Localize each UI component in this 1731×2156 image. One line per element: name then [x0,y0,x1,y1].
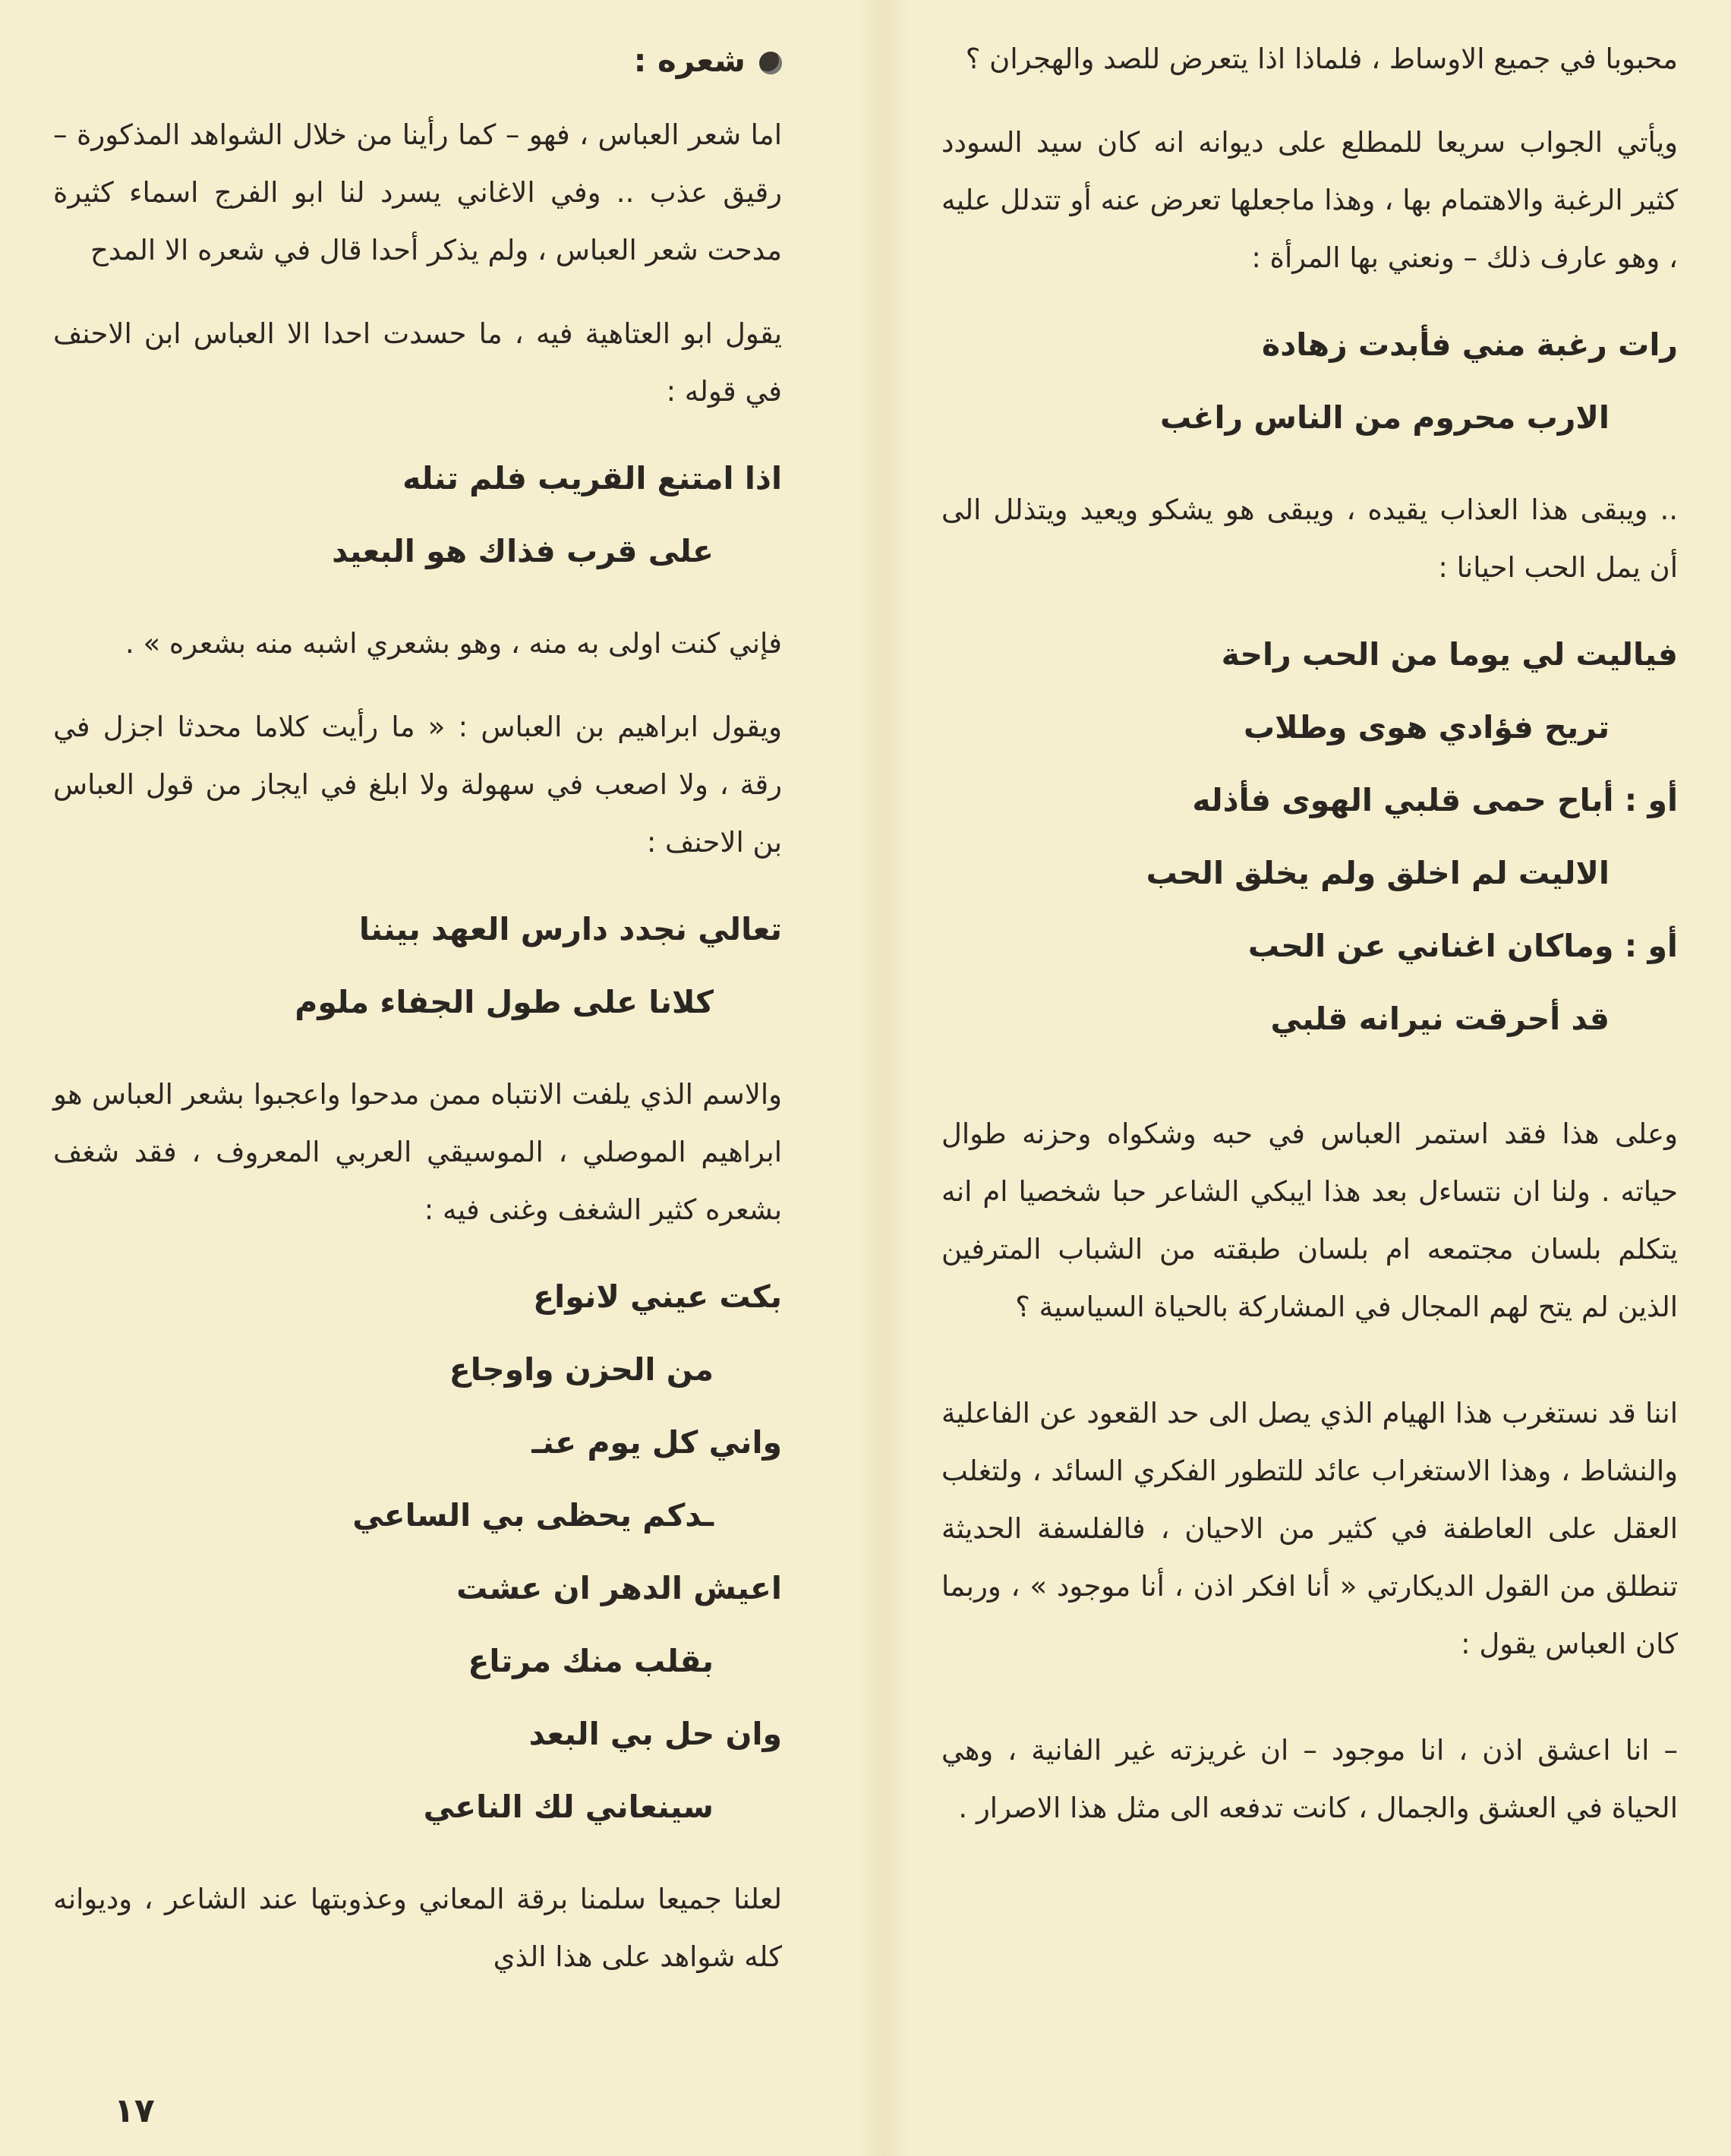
left-paragraph-5: والاسم الذي يلفت الانتباه ممن مدحوا واعجبوا بشعر العباس هو ابراهيم الموصلي ، الموسيقي العربي المعروف ، فقد شغف بشعره كثير الشغف وغنى فيه : [53,1078,782,1226]
right-paragraph-3: .. ويبقى هذا العذاب يقيده ، ويبقى هو يشكو ويعيد ويتذلل الى أن يمل الحب احيانا : [941,493,1678,584]
right-verse-2a: فياليت لي يوما من الحب راحة [1221,636,1678,673]
left-verse-6b: سينعاني لك الناعي [423,1789,714,1825]
left-verse-2a: تعالي نجدد دارس العهد بيننا [358,911,782,947]
right-paragraph-6: – انا اعشق اذن ، انا موجود – ان غريزته غير الفانية ، وهي الحياة في العشق والجمال ، كانت تدفعه الى مثل هذا الاصرار . [941,1734,1678,1824]
left-verse-4a: واني كل يوم عنـ [531,1424,782,1461]
left-verse-4b: ـدكم يحظى بي الساعي [352,1497,714,1533]
page-number: ١٧ [114,2091,155,2130]
left-verse-5a: اعيش الدهر ان عشت [456,1570,782,1606]
bullet-icon [759,52,782,74]
left-column [53,30,782,2012]
right-paragraph-1: محبوبا في جميع الاوساط ، فلماذا اذا يتعرض للصد والهجران ؟ [965,43,1678,75]
right-paragraph-4: وعلى هذا فقد استمر العباس في حبه وشكواه وحزنه طوال حياته . ولنا ان نتساءل بعد هذا ايبكي الشاعر حبا شخصيا ام انه يتكلم بلسان مجتمعه ام بلسان طبقته من الشباب المترفين الذين لم يتح لهم المجال في المشاركة بالحياة السياسية ؟ [941,1117,1678,1323]
right-verse-4b: قد أحرقت نيرانه قلبي [1270,1001,1610,1037]
right-paragraph-2: ويأتي الجواب سريعا للمطلع على ديوانه انه كان سيد السودد كثير الرغبة والاهتمام بها ، وهذا ماجعلها تعرض عنه أو تتدلل عليه ، وهو عارف ذلك – ونعني بها المرأة : [941,126,1678,274]
left-paragraph-3: فإني كنت اولى به منه ، وهو بشعري اشبه منه بشعره » . [125,627,782,660]
left-paragraph-2: يقول ابو العتاهية فيه ، ما حسدت احدا الا العباس ابن الاحنف في قوله : [53,317,782,408]
left-verse-2b: كلانا على طول الجفاء ملوم [295,984,714,1020]
section-heading-text: شعره : [633,42,746,79]
left-verse-3b: من الحزن واوجاع [449,1351,714,1388]
page-fold-shadow [858,0,911,2156]
section-heading [53,30,782,91]
right-verse-4a: أو : وماكان اغناني عن الحب [1247,928,1678,964]
left-paragraph-6: لعلنا جميعا سلمنا برقة المعاني وعذوبتها عند الشاعر ، وديوانه كله شواهد على هذا الذي [53,1883,782,1973]
left-verse-1a: اذا امتنع القريب فلم تنله [402,460,782,496]
right-verse-1b: الارب محروم من الناس راغب [1160,399,1610,436]
left-paragraph-4: ويقول ابراهيم بن العباس : « ما رأيت كلاما محدثا اجزل في رقة ، ولا اصعب في سهولة ولا ابلغ في ايجاز من قول العباس بن الاحنف : [53,711,782,859]
left-verse-1b: على قرب فذاك هو البعيد [332,533,714,569]
left-paragraph-1: اما شعر العباس ، فهو – كما رأينا من خلال الشواهد المذكورة – رقيق عذب .. وفي الاغاني يسرد لنا ابو الفرج اسماء كثيرة مدحت شعر العباس ، ولم يذكر أحدا قال في شعره الا المدح [53,118,782,266]
right-paragraph-5: اننا قد نستغرب هذا الهيام الذي يصل الى حد القعود عن الفاعلية والنشاط ، وهذا الاستغراب عائد للتطور الفكري السائد ، ولتغلب العقل على العاطفة في كثير من الاحيان ، فالفلسفة الحديثة تنطلق من القول الديكارتي « أنا افكر اذن ، أنا موجود » ، وربما كان العباس يقول : [941,1397,1678,1660]
right-verse-3b: الاليت لم اخلق ولم يخلق الحب [1146,855,1610,891]
left-verse-6a: وان حل بي البعد [528,1716,782,1752]
right-column [941,30,1678,1863]
left-verse-3a: بكت عيني لانواع [533,1278,782,1315]
right-verse-1a: رات رغبة مني فأبدت زهادة [1262,326,1678,363]
right-verse-2b: تريح فؤادي هوى وطلاب [1243,709,1610,745]
left-verse-5b: بقلب منك مرتاع [468,1643,714,1679]
right-verse-3a: أو : أباح حمى قلبي الهوى فأذله [1192,782,1678,818]
